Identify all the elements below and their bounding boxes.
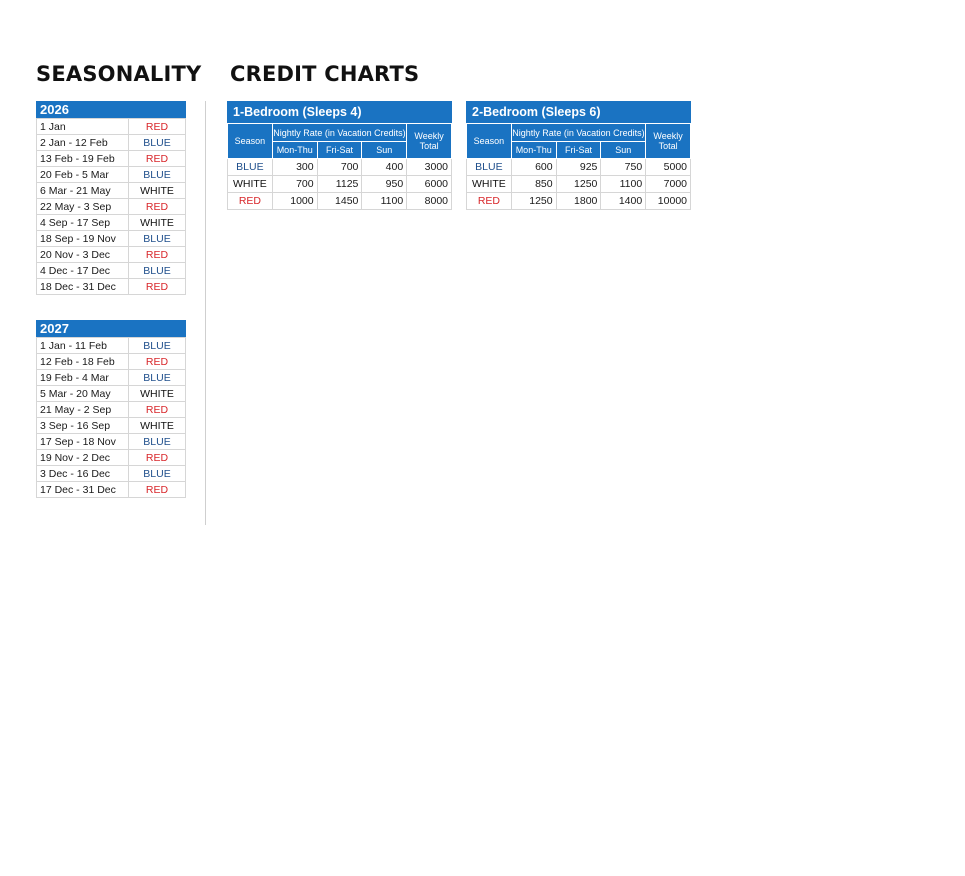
year-header: 2026 [36,101,186,118]
seasonality-table-2026 [36,101,186,295]
season-cell: WHITE [129,215,186,231]
season-table [36,337,186,498]
seasonality-heading: SEASONALITY [36,62,202,86]
season-row [37,402,186,418]
date-range-cell: 17 Dec - 31 Dec [37,482,129,498]
weekly-total-header [646,124,691,159]
mon-thu-cell: 1000 [272,193,317,210]
mon-thu-cell: 300 [272,159,317,176]
season-cell: WHITE [129,418,186,434]
season-row [37,215,186,231]
date-range-cell: 22 May - 3 Sep [37,199,129,215]
season-row [37,370,186,386]
season-table-body [37,338,186,498]
season-cell: RED [129,450,186,466]
mon-thu-cell: 600 [511,159,556,176]
season-cell: BLUE [129,338,186,354]
weekly-total-cell: 5000 [646,159,691,176]
date-range-cell: 5 Mar - 20 May [37,386,129,402]
season-cell: BLUE [228,159,273,176]
season-cell: RED [129,119,186,135]
credit-row [228,159,452,176]
credit-table [466,123,691,210]
sun-header: Sun [362,142,407,159]
season-row [37,183,186,199]
mon-thu-cell: 700 [272,176,317,193]
season-cell: RED [129,279,186,295]
date-range-cell: 18 Sep - 19 Nov [37,231,129,247]
date-range-cell: 19 Feb - 4 Mar [37,370,129,386]
mon-thu-header: Mon-Thu [272,142,317,159]
season-row [37,386,186,402]
date-range-cell: 4 Sep - 17 Sep [37,215,129,231]
season-cell: RED [129,199,186,215]
season-row [37,247,186,263]
fri-sat-cell: 1250 [556,176,601,193]
season-cell: WHITE [467,176,512,193]
season-row [37,434,186,450]
season-row [37,199,186,215]
season-cell: RED [129,482,186,498]
season-row [37,354,186,370]
date-range-cell: 17 Sep - 18 Nov [37,434,129,450]
season-row [37,338,186,354]
season-row [37,231,186,247]
year-header: 2027 [36,320,186,337]
date-range-cell: 20 Feb - 5 Mar [37,167,129,183]
credit-row [467,193,691,210]
weekly-total-cell: 7000 [646,176,691,193]
credit-chart-1-bedroom [227,101,452,210]
weekly-total-cell: 6000 [407,176,452,193]
season-cell: BLUE [129,434,186,450]
credit-row [467,159,691,176]
date-range-cell: 2 Jan - 12 Feb [37,135,129,151]
date-range-cell: 20 Nov - 3 Dec [37,247,129,263]
season-row [37,279,186,295]
season-row [37,167,186,183]
credit-row [467,176,691,193]
season-row [37,119,186,135]
sun-cell: 950 [362,176,407,193]
sun-cell: 1100 [601,176,646,193]
date-range-cell: 4 Dec - 17 Dec [37,263,129,279]
date-range-cell: 12 Feb - 18 Feb [37,354,129,370]
credit-row [228,176,452,193]
credit-table-body [228,159,452,210]
season-cell: RED [129,402,186,418]
date-range-cell: 3 Dec - 16 Dec [37,466,129,482]
season-cell: BLUE [129,370,186,386]
weekly-label: Weekly [414,131,444,141]
date-range-cell: 19 Nov - 2 Dec [37,450,129,466]
credit-chart-title: 1-Bedroom (Sleeps 4) [227,101,452,123]
credit-row [228,193,452,210]
season-row [37,466,186,482]
credit-table-body [467,159,691,210]
sun-cell: 1400 [601,193,646,210]
season-cell: WHITE [129,183,186,199]
season-row [37,151,186,167]
fri-sat-cell: 1800 [556,193,601,210]
date-range-cell: 13 Feb - 19 Feb [37,151,129,167]
fri-sat-cell: 700 [317,159,362,176]
credit-table [227,123,452,210]
season-row [37,135,186,151]
sun-cell: 1100 [362,193,407,210]
season-cell: RED [228,193,273,210]
season-column-header: Season [467,124,512,159]
nightly-rate-header: Nightly Rate (in Vacation Credits) [272,124,406,142]
fri-sat-cell: 1125 [317,176,362,193]
weekly-label: Weekly [653,131,683,141]
season-table-body [37,119,186,295]
total-label: Total [419,141,439,151]
season-cell: WHITE [129,386,186,402]
sun-cell: 400 [362,159,407,176]
nightly-rate-header: Nightly Rate (in Vacation Credits) [511,124,645,142]
credit-charts-heading: CREDIT CHARTS [230,62,420,86]
season-cell: BLUE [129,231,186,247]
season-row [37,263,186,279]
season-cell: BLUE [129,466,186,482]
credit-chart-title: 2-Bedroom (Sleeps 6) [466,101,691,123]
date-range-cell: 21 May - 2 Sep [37,402,129,418]
credit-chart-2-bedroom [466,101,691,210]
season-row [37,450,186,466]
season-cell: RED [129,151,186,167]
date-range-cell: 3 Sep - 16 Sep [37,418,129,434]
date-range-cell: 1 Jan - 11 Feb [37,338,129,354]
season-cell: RED [129,354,186,370]
fri-sat-cell: 1450 [317,193,362,210]
fri-sat-cell: 925 [556,159,601,176]
season-cell: WHITE [228,176,273,193]
mon-thu-header: Mon-Thu [511,142,556,159]
weekly-total-cell: 10000 [646,193,691,210]
date-range-cell: 6 Mar - 21 May [37,183,129,199]
section-divider [205,101,206,525]
date-range-cell: 18 Dec - 31 Dec [37,279,129,295]
mon-thu-cell: 1250 [511,193,556,210]
mon-thu-cell: 850 [511,176,556,193]
season-cell: RED [467,193,512,210]
fri-sat-header: Fri-Sat [317,142,362,159]
sun-cell: 750 [601,159,646,176]
season-cell: BLUE [129,263,186,279]
total-label: Total [658,141,678,151]
weekly-total-cell: 3000 [407,159,452,176]
sun-header: Sun [601,142,646,159]
season-table [36,118,186,295]
season-cell: BLUE [129,167,186,183]
date-range-cell: 1 Jan [37,119,129,135]
fri-sat-header: Fri-Sat [556,142,601,159]
season-row [37,418,186,434]
season-cell: BLUE [129,135,186,151]
weekly-total-header [407,124,452,159]
season-row [37,482,186,498]
season-cell: BLUE [467,159,512,176]
weekly-total-cell: 8000 [407,193,452,210]
seasonality-table-2027 [36,320,186,498]
season-column-header: Season [228,124,273,159]
season-cell: RED [129,247,186,263]
